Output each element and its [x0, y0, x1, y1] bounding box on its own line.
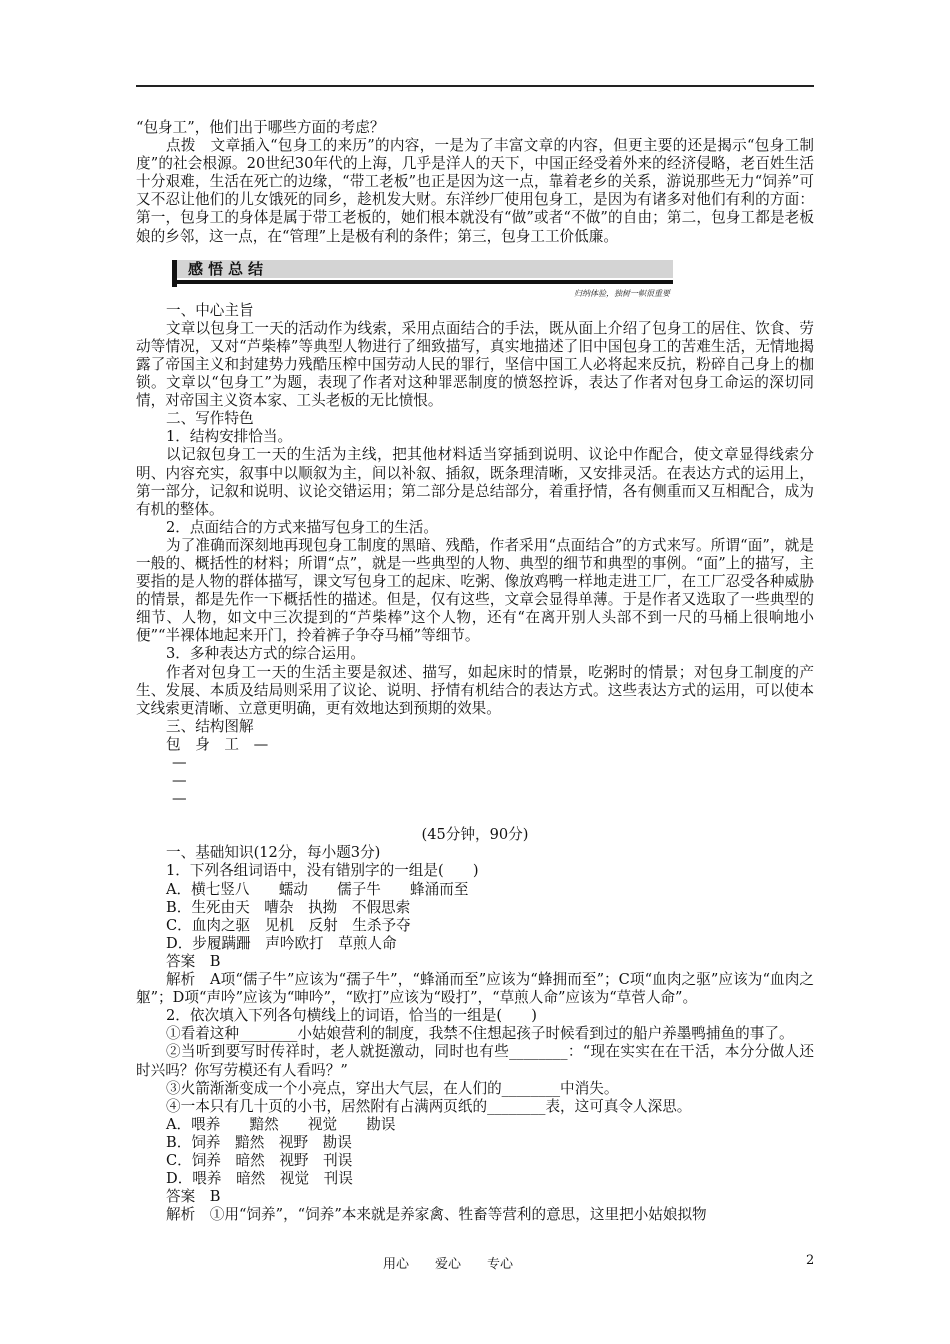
- structure-diagram-label: 包 身 工 —: [166, 735, 269, 753]
- exercise-line: 一、基础知识(12分，每小题3分): [166, 844, 381, 862]
- structure-diagram-dash: —: [172, 790, 187, 808]
- header-rule: [136, 85, 814, 87]
- summary-paragraph: 为了准确而深刻地再现包身工制度的黑暗、残酷，作者采用“点面结合”的方式来写。所谓“面”，就是一般的、概括性的材料；所谓“点”，就是一些典型的人物、典型的细节和典型的事例。“面”上的描写，主要指的是人物的群体描写，课文写包身工的起床、吃粥、像放鸡鸭一样地走进工厂，在工厂忍受各种威胁的情景，都是先作一下概括性的描述。但是，仅有这些，文章会显得单薄。于是作者又选取了一些典型的细节、人物，如文中三次提到的“芦柴棒”这个人物，还有“在离开别人头部不到一尺的马桶上很响地小便”“半裸体地起来开门，拎着裤子争夺马桶”等细节。: [136, 536, 814, 645]
- exercise-line: 答案 B: [166, 1188, 221, 1206]
- exercise-line: 解析 A项“儒子牛”应该为“孺子牛”，“蜂涌而至”应该为“蜂拥而至”；C项“血肉之驱”应该为“血肉之躯”；D项“声吟”应该为“呻吟”，“欧打”应该为“殴打”，“草煎人命”应该为“草菅人命”。: [136, 971, 814, 1007]
- subheading: 3．多种表达方式的综合运用。: [166, 645, 366, 663]
- exercise-line: C．血肉之驱 见机 反射 生杀予夺: [166, 916, 411, 934]
- footer-motto: 用心 爱心 专心: [383, 1257, 514, 1272]
- exercise-line: D．喂养 暗然 视觉 刊误: [166, 1170, 353, 1188]
- section-heading: 二、写作特色: [166, 410, 254, 428]
- summary-paragraph: 以记叙包身工一天的生活为主线，把其他材料适当穿插到说明、议论中作配合，使文章显得线索分明、内容充实，叙事中以顺叙为主，间以补叙、插叙，既条理清晰，又安排灵活。在表达方式的运用上，第一部分，记叙和说明、议论交错运用；第二部分是总结部分，着重抒情，各有侧重而又互相配合，成为有机的整体。: [136, 446, 814, 518]
- exercise-line: 1．下列各组词语中，没有错别字的一组是( ): [166, 862, 479, 880]
- exercise-line: A．喂养 黯然 视觉 勘误: [166, 1115, 396, 1133]
- exercise-line: B．饲养 黯然 视野 勘误: [166, 1133, 352, 1151]
- exercise-line: ④一本只有几十页的小书，居然附有占满两页纸的________表，这可真令人深思。: [166, 1097, 692, 1115]
- structure-diagram-dash: —: [172, 772, 187, 790]
- exercise-line: 2．依次填入下列各句横线上的词语，恰当的一组是( ): [166, 1007, 537, 1025]
- exercise-line: B．生死由天 嘈杂 执拗 不假思索: [166, 898, 411, 916]
- summary-paragraph: 作者对包身工一天的生活主要是叙述、描写，如起床时的情景，吃粥时的情景；对包身工制度的产生、发展、本质及结局则采用了议论、说明、抒情有机结合的表达方式。这些表达方式的运用，可以使本文线索更清晰、立意更明确，更有效地达到预期的效果。: [136, 663, 814, 717]
- exercise-time: (45分钟，90分): [421, 826, 529, 844]
- exercise-line: 答案 B: [166, 952, 221, 970]
- structure-diagram-dash: —: [172, 754, 187, 771]
- exercise-line: D．步履蹒跚 声吟欧打 草煎人命: [166, 934, 397, 952]
- section-heading: 三、结构图解: [166, 717, 254, 735]
- page-number: 2: [806, 1253, 815, 1268]
- subheading: 2．点面结合的方式来描写包身工的生活。: [166, 518, 438, 536]
- banner-underline: [177, 280, 673, 284]
- hint-paragraph: 点拨 文章插入“包身工的来历”的内容，一是为了丰富文章的内容，但更主要的还是揭示“包身工制度”的社会根源。20世纪30年代的上海，几乎是洋人的天下，中国正经受着外来的经济侵略，老百姓生活十分艰难，生活在死亡的边缘，“带工老板”也正是因为这一点，靠着老乡的关系，游说那些无力“饲养”可又不忍让他们的儿女饿死的同乡，趁机发大财。东洋纱厂使用包身工，是因为有诸多对他们有利的方面：第一，包身工的身体是属于带工老板的，她们根本就没有“做”或者“不做”的自由；第二，包身工都是老板娘的乡邻，这一点，在“管理”上是极有利的条件；第三，包身工工价低廉。: [136, 137, 814, 245]
- exercise-line: ②当听到要写时传祥时，老人就挺激动，同时也有些________：“现在实实在在干活，本分分做人还时兴吗？你写劳模还有人看吗？”: [136, 1043, 814, 1079]
- summary-paragraph: 文章以包身工一天的活动作为线索，采用点面结合的手法，既从面上介绍了包身工的居住、饮食、劳动等情况，又对“芦柴棒”等典型人物进行了细致描写，真实地描述了旧中国包身工的苦难生活，无情地揭露了帝国主义和封建势力残酷压榨中国劳动人民的罪行，坚信中国工人必将起来反抗，粉碎自己身上的枷锁。文章以“包身工”为题，表现了作者对这种罪恶制度的愤怒控诉，表达了作者对包身工命运的深切同情，对帝国主义资本家、工头老板的无比愤恨。: [136, 319, 814, 410]
- question-fragment: “包身工”，他们出于哪些方面的考虑？: [136, 119, 385, 136]
- exercise-line: 解析 ①用“饲养”，“饲养”本来就是养家禽、牲畜等营利的意思，这里把小姑娘拟物: [166, 1206, 707, 1224]
- section-banner: [172, 257, 678, 298]
- section-heading: 一、中心主旨: [166, 301, 254, 319]
- exercise-line: A．横七竖八 蠕动 儒子牛 蜂涌而至: [166, 880, 469, 898]
- exercise-line: ①看着这种________小姑娘营利的制度，我禁不住想起孩子时候看到过的船户养墨鸭捕鱼的事了。: [166, 1025, 794, 1043]
- page-content: [136, 119, 814, 1224]
- subheading: 1．结构安排恰当。: [166, 428, 293, 446]
- banner-subtitle: 归纳体验，独树一帜很重要: [574, 288, 670, 298]
- banner-title: 感悟总结: [188, 259, 269, 278]
- exercise-line: ③火箭渐渐变成一个小亮点，穿出大气层，在人们的________中消失。: [166, 1079, 619, 1097]
- exercise-line: C．饲养 暗然 视野 刊误: [166, 1151, 353, 1169]
